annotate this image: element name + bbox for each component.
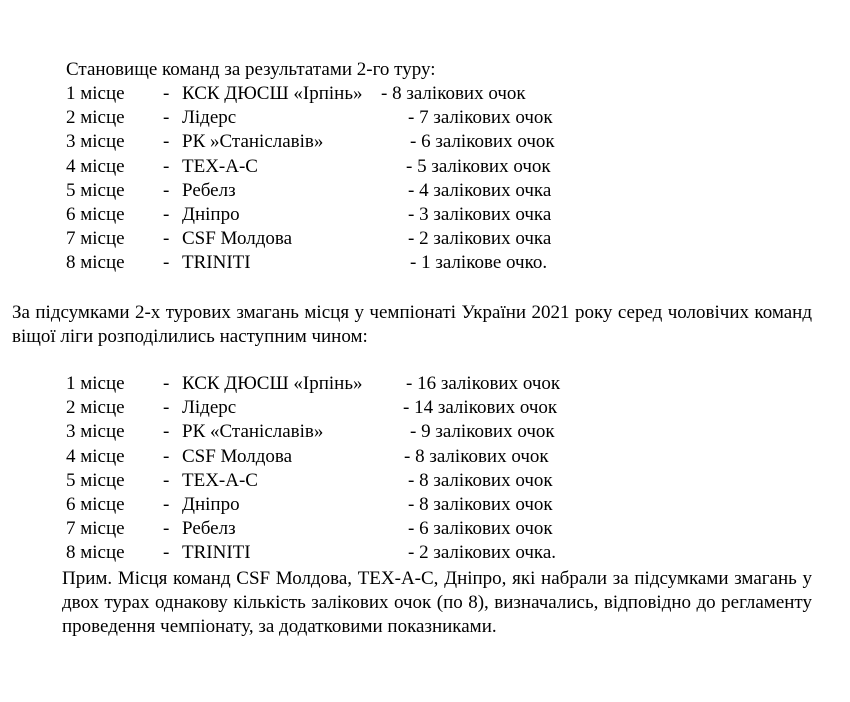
summary-paragraph: За підсумками 2-х турових змагань місця у чемпіонаті України 2021 року серед чоловічих команд віщої ліги розподілились наступним чином: bbox=[12, 302, 812, 348]
team-cell: ТЕХ-А-С bbox=[182, 469, 258, 491]
dash-cell: - bbox=[163, 373, 170, 394]
dash-cell: - bbox=[163, 421, 170, 443]
points-cell: - 7 залікових очок bbox=[408, 107, 553, 129]
points-cell: - 2 залікових очка. bbox=[408, 542, 557, 564]
team-cell: CSF Молдова bbox=[182, 445, 293, 467]
place-cell: 4 місце bbox=[66, 155, 125, 177]
place-cell: 6 місце bbox=[66, 493, 125, 515]
points-cell: - 5 залікових очок bbox=[406, 155, 551, 177]
dash-cell: - bbox=[163, 203, 170, 225]
team-cell: РК »Станіславів» bbox=[182, 131, 324, 153]
place-cell: 3 місце bbox=[66, 421, 125, 443]
dash-cell: - bbox=[163, 107, 170, 129]
dash-cell: - bbox=[163, 179, 170, 201]
place-cell: 6 місце bbox=[66, 203, 125, 225]
points-cell: - 9 залікових очок bbox=[410, 421, 555, 443]
place-cell: 1 місце bbox=[66, 83, 125, 104]
points-cell: - 16 залікових очок bbox=[406, 373, 561, 394]
team-cell: КСК ДЮСШ «Ірпінь» bbox=[182, 83, 363, 104]
team-cell: КСК ДЮСШ «Ірпінь» bbox=[182, 373, 363, 394]
points-cell: - 8 залікових очок bbox=[408, 493, 553, 515]
place-cell: 5 місце bbox=[66, 179, 125, 201]
team-cell: TRINITI bbox=[182, 252, 251, 274]
points-cell: - 3 залікових очка bbox=[408, 203, 552, 225]
dash-cell: - bbox=[163, 83, 170, 104]
place-cell: 1 місце bbox=[66, 373, 125, 394]
place-cell: 7 місце bbox=[66, 228, 125, 250]
team-cell: Дніпро bbox=[182, 493, 240, 515]
points-cell: - 14 залікових очок bbox=[403, 397, 558, 419]
dash-cell: - bbox=[163, 252, 170, 274]
dash-cell: - bbox=[163, 542, 170, 564]
place-cell: 4 місце bbox=[66, 445, 125, 467]
team-cell: РК «Станіславів» bbox=[182, 421, 324, 443]
dash-cell: - bbox=[163, 493, 170, 515]
dash-cell: - bbox=[163, 131, 170, 153]
dash-cell: - bbox=[163, 518, 170, 540]
points-cell: - 4 залікових очка bbox=[408, 179, 552, 201]
team-cell: Ребелз bbox=[182, 518, 236, 540]
dash-cell: - bbox=[163, 155, 170, 177]
place-cell: 7 місце bbox=[66, 518, 125, 540]
points-cell: - 8 залікових очок bbox=[404, 445, 549, 467]
place-cell: 3 місце bbox=[66, 131, 125, 153]
place-cell: 2 місце bbox=[66, 397, 125, 419]
place-cell: 8 місце bbox=[66, 542, 125, 564]
points-cell: - 8 залікових очок bbox=[408, 469, 553, 491]
dash-cell: - bbox=[163, 445, 170, 467]
points-cell: - 8 залікових очок bbox=[381, 83, 526, 104]
team-cell: TRINITI bbox=[182, 542, 251, 564]
points-cell: - 6 залікових очок bbox=[408, 518, 553, 540]
round2-heading: Становище команд за результатами 2-го туру: bbox=[66, 59, 436, 80]
dash-cell: - bbox=[163, 228, 170, 250]
team-cell: CSF Молдова bbox=[182, 228, 293, 250]
dash-cell: - bbox=[163, 397, 170, 419]
team-cell: Лідерс bbox=[182, 107, 237, 129]
points-cell: - 6 залікових очок bbox=[410, 131, 555, 153]
team-cell: ТЕХ-А-С bbox=[182, 155, 258, 177]
points-cell: - 2 залікових очка bbox=[408, 228, 552, 250]
team-cell: Дніпро bbox=[182, 203, 240, 225]
place-cell: 5 місце bbox=[66, 469, 125, 491]
place-cell: 2 місце bbox=[66, 107, 125, 129]
points-cell: - 1 залікове очко. bbox=[410, 252, 548, 274]
footnote: Прим. Місця команд CSF Молдова, ТЕХ-А-С, Дніпро, які набрали за підсумками змагань у двох турах однакову кількість залікових очок (по 8), визначались, відповідно до регламенту проведення чемпіонату, за додатковими показниками. bbox=[62, 568, 812, 638]
team-cell: Ребелз bbox=[182, 179, 236, 201]
dash-cell: - bbox=[163, 469, 170, 491]
team-cell: Лідерс bbox=[182, 397, 237, 419]
place-cell: 8 місце bbox=[66, 252, 125, 274]
